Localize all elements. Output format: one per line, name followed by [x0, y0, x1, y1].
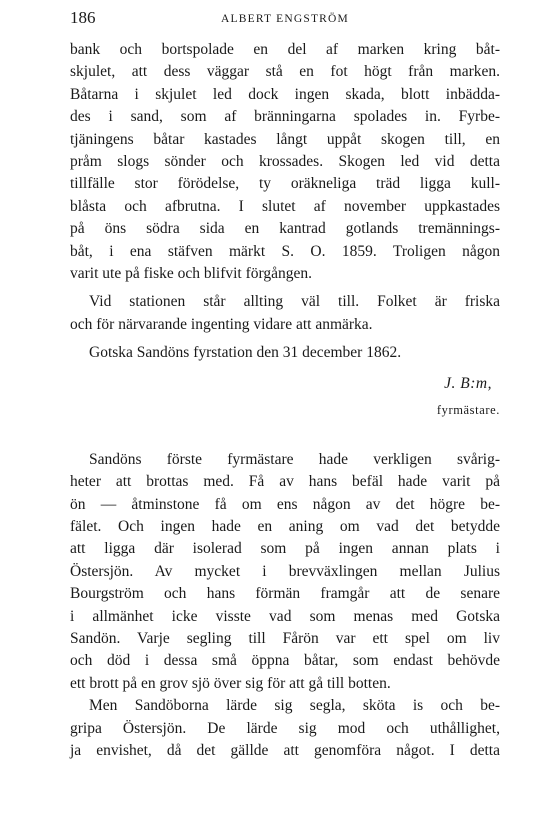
text-line: Vid stationen står allting väl till. Folket är friska: [89, 293, 500, 311]
running-head: [70, 6, 500, 30]
text-line: tillfälle stor förödelse, ty oräkneliga träd ligga kull-: [70, 175, 500, 193]
text-line: ön — åtminstone få om ens någon av det högre be-: [70, 495, 500, 513]
paragraph-1: [70, 39, 500, 285]
signature-title: fyrmästare.: [436, 402, 500, 417]
text-line: des i sand, som af bränningarna spolades in. Fyrbe-: [70, 108, 500, 126]
paragraph-2: [70, 291, 500, 336]
page-number: 186: [70, 8, 96, 27]
text-line: på öns södra sida en kantrad gotlands tremännings-: [70, 220, 500, 238]
text-line: Båtarna i skjulet led dock ingen skada, blott inbädda-: [70, 85, 500, 103]
text-line: att ligga där isolerad som på ingen annan plats i: [70, 540, 500, 558]
text-line: varit ute på fiske och blifvit förgången.: [70, 265, 313, 283]
text-line: Sandöns förste fyrmästare hade verkligen svårig-: [89, 450, 500, 468]
text-line: tjäningens båtar kastades långt uppåt skogen till, en: [70, 130, 500, 148]
paragraph-3: [70, 342, 500, 364]
text-line: Sandön. Varje segling till Fårön var ett spel om liv: [70, 629, 500, 647]
text-line: fälet. Och ingen hade en aning om vad det betydde: [70, 517, 500, 535]
text-line: båt, i ena stäfven märkt S. O. 1859. Troligen någon: [70, 242, 500, 260]
text-line: gripa Östersjön. De lärde sig mod och uthållighet,: [70, 719, 500, 737]
text-line: pråm slogs sönder och krossades. Skogen led vid detta: [70, 153, 500, 171]
running-title: ALBERT ENGSTRÖM: [221, 13, 349, 25]
text-line: Bourgström och hans förmän framgår att de senare: [70, 585, 500, 603]
text-line: och för närvarande ingenting vidare att anmärka.: [70, 315, 373, 333]
signature-name: J. B:m,: [444, 374, 492, 392]
dateline: Gotska Sandöns fyrstation den 31 december 1862.: [89, 344, 402, 362]
paragraph-4: [70, 449, 500, 695]
text-line: Östersjön. Av mycket i brevväxlingen mellan Julius: [70, 562, 500, 580]
text-line: Men Sandöborna lärde sig segla, sköta is och be-: [89, 697, 500, 715]
text-line: bank och bortspolade en del af marken kring båt-: [70, 41, 500, 58]
text-line: ja envishet, då det gällde att genomföra något. I detta: [70, 741, 500, 759]
text-line: skjulet, att dess väggar stå en fot högt från marken.: [70, 63, 500, 81]
body-text: [70, 39, 500, 762]
text-line: blåsta och afbrutna. I slutet af november uppkastades: [70, 197, 500, 215]
text-line: heter att brottas med. Få av hans befäl hade varit på: [70, 473, 500, 491]
paragraph-5: [70, 695, 500, 762]
text-line: ett brott på en grov sjö över sig för att gå till botten.: [70, 674, 391, 692]
text-line: i allmänhet icke visste vad som menas med Gotska: [70, 607, 500, 625]
text-line: och död i dessa små öppna båtar, som endast behövde: [70, 652, 500, 670]
